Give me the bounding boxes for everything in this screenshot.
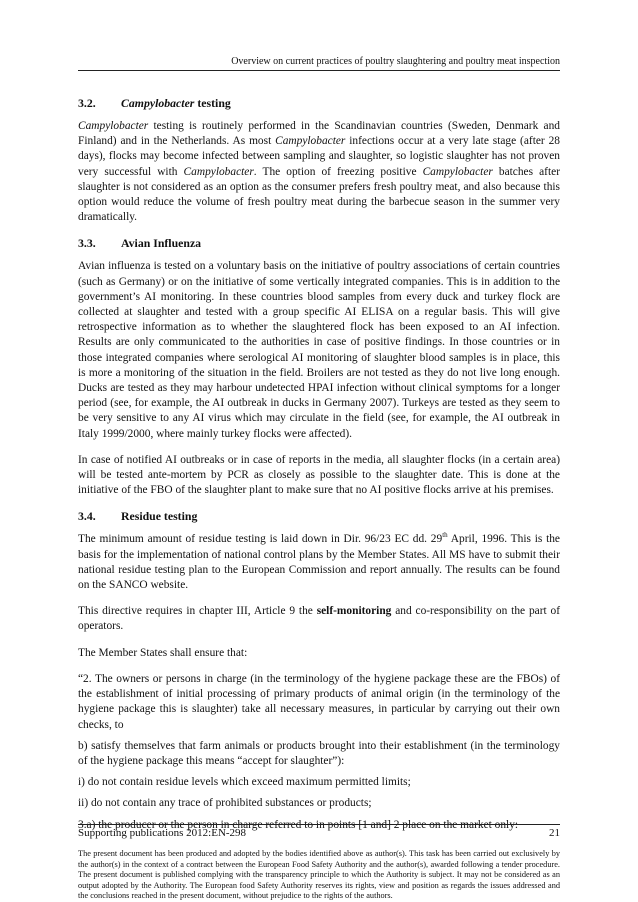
- footer-rule: [78, 824, 560, 825]
- residue-paragraph-1: [78, 532, 560, 593]
- italic-term: Campylobacter: [183, 165, 254, 178]
- heading-title: Residue testing: [121, 509, 198, 524]
- heading-3-4: [78, 509, 560, 524]
- main-content: [78, 96, 560, 839]
- page-number: 21: [549, 827, 560, 839]
- text-run: This directive requires in chapter III, Article 9 the: [78, 605, 317, 618]
- heading-number: 3.2.: [78, 96, 96, 110]
- heading-3-2: [78, 96, 560, 111]
- residue-item-i: i) do not contain residue levels which exceed maximum permitted limits;: [78, 776, 411, 789]
- residue-item-ii: ii) do not contain any trace of prohibited substances or products;: [78, 797, 372, 810]
- disclaimer-text: The present document has been produced and adopted by the bodies identified above as author(s). This task has been carried out exclusively by the author(s) in the context of a contract between the European Food Safety Authority and the author(s), awarded following a tender procedure. The present document is published complying with the transparency principle to which the Authority is subject. It may not be considered as an output adopted by the Authority. The European food Safety Authority reserves its rights, view and position as regards the issues addressed and the conclusions reached in the present document, without prejudice to the rights of the authors.: [78, 849, 560, 901]
- superscript: th: [442, 531, 448, 540]
- text-run: and co-responsibility on the part of operators.: [78, 605, 560, 633]
- avian-influenza-paragraph-1: Avian influenza is tested on a voluntary basis on the initiative of poultry associations of certain countries (such as Germany) or on the initiative of some vertically integrated companies. This is in addition to the government’s AI monitoring. In these countries blood samples from every duck and turkey flock are collected at slaughter and tested with a group specific AI ELISA on a regular basis. This will give retrospective information as to whether the slaughtered flock has been exposed to an AI infection. Results are only communicated to the authorities in case of positive findings. In those countries or in those integrated companies where serological AI monitoring of slaughter blood samples is in place, this is more a monitoring of the situation in the field. Broilers are not tested as they do not live long enough. Ducks are tested as they may harbour undetected HPAI infection without clinical symptoms for a longer period (see, for example, the AI outbreak in ducks in Germany 2007). Turkeys are tested as they seem to be very sensitive to any AI virus which may circulate in the field (see, for example, the AI outbreak in Italy 1999/2000, where mainly turkey flocks were affected).: [78, 260, 560, 440]
- text-run: infections occur at a very late stage (after 28 days), flocks may become infected between sampling and slaughter, so logistic slaughter has not proven very successful with: [78, 135, 560, 178]
- header-rule: [78, 70, 560, 71]
- residue-paragraph-3: The Member States shall ensure that:: [78, 646, 248, 659]
- heading-number: 3.4.: [78, 509, 96, 524]
- heading-3-3: [78, 236, 560, 251]
- heading-title: testing: [194, 96, 231, 110]
- heading-title: Avian Influenza: [121, 236, 202, 251]
- avian-influenza-paragraph-2: In case of notified AI outbreaks or in case of reports in the media, all slaughter flocks (in a certain area) will be tested ante-mortem by PCR as closely as possible to the slaughter date. This is done at the initiative of the FBO of the slaughter plant to make sure that no AI positive flocks arrive at his premises.: [78, 453, 560, 497]
- italic-term: Campylobacter: [422, 165, 493, 178]
- publication-id: Supporting publications 2012:EN-298: [78, 827, 247, 839]
- heading-number: 3.3.: [78, 236, 96, 251]
- italic-term: Campylobacter: [78, 120, 149, 132]
- residue-item-b: b) satisfy themselves that farm animals or products brought into their establishment (in the terminology of the hygiene package this means “accept for slaughter”):: [78, 739, 560, 767]
- text-run: The minimum amount of residue testing is laid down in Dir. 96/23 EC dd. 29: [78, 533, 443, 546]
- residue-paragraph-2: [78, 604, 560, 634]
- residue-item-3a: 3.a) the producer or the person in charge referred to in points [1 and] 2 place on the market only:: [78, 818, 519, 831]
- residue-quote-paragraph: “2. The owners or persons in charge (in the terminology of the hygiene package these are the FBOs) of the establishment of initial processing of primary products of animal origin (in the terminology of the hygiene package this is slaughter) take all necessary measures, in particular by carrying out their own checks, to: [78, 672, 560, 731]
- bold-term: self-monitoring: [316, 605, 392, 618]
- running-header: Overview on current practices of poultry slaughtering and poultry meat inspection: [231, 56, 560, 67]
- text-run: April, 1996. This is the basis for the implementation of national control plans by the Member States. All MS have to submit their national residue testing plan to the European Commission and report annually. The results can be found on the SANCO website.: [78, 533, 560, 592]
- text-run: testing is routinely performed in the Scandinavian countries (Sweden, Denmark and Finland) and in the Netherlands. As most: [78, 120, 560, 148]
- campylobacter-paragraph: [78, 119, 560, 225]
- heading-italic-term: Campylobacter: [121, 96, 195, 110]
- italic-term: Campylobacter: [275, 135, 346, 148]
- text-run: . The option of freezing positive: [253, 165, 423, 178]
- text-run: batches after slaughter is not considered as an option as the consumer prefers fresh poultry meat, and also because this option would reduce the volume of fresh poultry meat during the barbecue season in the summer very dramatically.: [78, 165, 560, 224]
